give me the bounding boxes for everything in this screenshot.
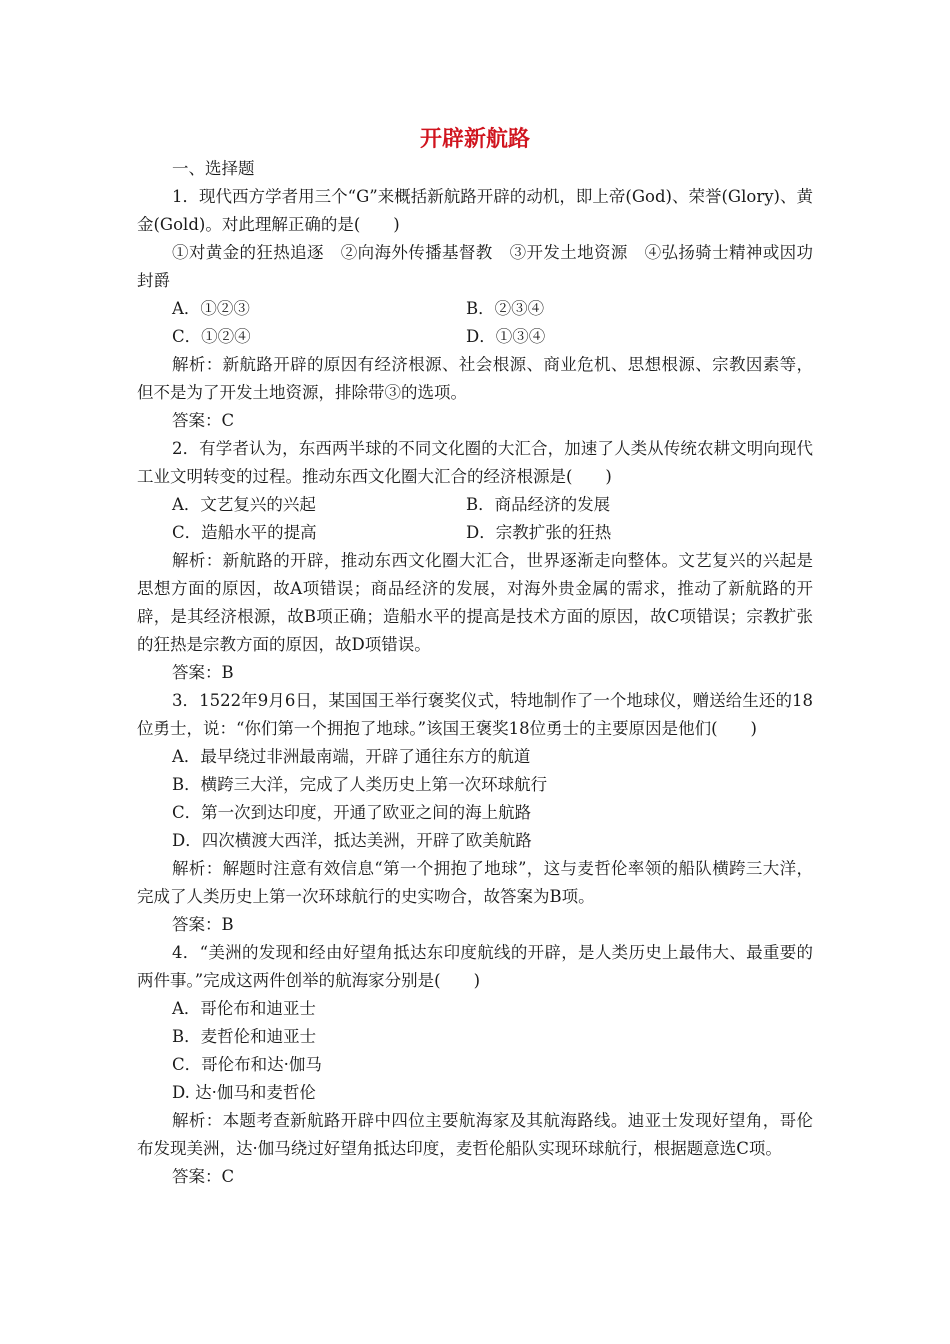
option-d: D．宗教扩张的狂热 <box>466 523 612 542</box>
options-row <box>137 491 813 519</box>
analysis: 解析：本题考查新航路开辟中四位主要航海家及其航海路线。迪亚士发现好望角，哥伦布发现美洲，达·伽马绕过好望角抵达印度，麦哲伦船队实现环球航行，根据题意选C项。 <box>137 1111 813 1158</box>
question-4 <box>137 939 813 1191</box>
options-row <box>137 519 813 547</box>
option-c: C．①②④ <box>172 327 251 346</box>
options-row <box>137 295 813 323</box>
question-3 <box>137 687 813 939</box>
section-heading: 一、选择题 <box>172 159 255 178</box>
option-a: A．哥伦布和迪亚士 <box>172 999 316 1018</box>
question-items: ①对黄金的狂热追逐 ②向海外传播基督教 ③开发土地资源 ④弘扬骑士精神或因功封爵 <box>137 243 813 290</box>
question-stem: 3．1522年9月6日，某国国王举行褒奖仪式，特地制作了一个地球仪，赠送给生还的18位勇士，说：“你们第一个拥抱了地球。”该国王褒奖18位勇士的主要原因是他们( ) <box>137 691 813 738</box>
option-d: D. 达·伽马和麦哲伦 <box>172 1083 316 1102</box>
options-row <box>137 323 813 351</box>
question-1 <box>137 183 813 435</box>
answer: 答案：B <box>172 663 234 682</box>
answer: 答案：C <box>172 1167 235 1186</box>
option-c: C．造船水平的提高 <box>172 523 317 542</box>
option-c: C．第一次到达印度，开通了欧亚之间的海上航路 <box>172 803 532 822</box>
analysis: 解析：解题时注意有效信息“第一个拥抱了地球”，这与麦哲伦率领的船队横跨三大洋，完成了人类历史上第一次环球航行的史实吻合，故答案为B项。 <box>137 859 813 906</box>
question-stem: 4．“美洲的发现和经由好望角抵达东印度航线的开辟，是人类历史上最伟大、最重要的两件事。”完成这两件创举的航海家分别是( ) <box>137 943 813 990</box>
answer: 答案：C <box>172 411 235 430</box>
question-stem: 2．有学者认为，东西两半球的不同文化圈的大汇合，加速了人类从传统农耕文明向现代工业文明转变的过程。推动东西文化圈大汇合的经济根源是( ) <box>137 439 813 486</box>
option-d: D．四次横渡大西洋，抵达美洲，开辟了欧美航路 <box>172 831 532 850</box>
analysis: 解析：新航路开辟的原因有经济根源、社会根源、商业危机、思想根源、宗教因素等，但不是为了开发土地资源，排除带③的选项。 <box>137 355 813 402</box>
option-a: A．文艺复兴的兴起 <box>172 495 316 514</box>
option-c: C．哥伦布和达·伽马 <box>172 1055 322 1074</box>
option-d: D．①③④ <box>466 327 546 346</box>
question-stem: 1．现代西方学者用三个“G”来概括新航路开辟的动机，即上帝(God)、荣誉(Glory)、黄金(Gold)。对此理解正确的是( ) <box>137 187 813 234</box>
option-b: B．商品经济的发展 <box>466 495 611 514</box>
option-b: B．②③④ <box>466 299 545 318</box>
page-title: 开辟新航路 <box>419 127 530 152</box>
option-a: A．最早绕过非洲最南端，开辟了通往东方的航道 <box>172 747 531 766</box>
document-body <box>137 155 813 1191</box>
option-a: A．①②③ <box>172 299 250 318</box>
option-b: B．麦哲伦和迪亚士 <box>172 1027 317 1046</box>
answer: 答案：B <box>172 915 234 934</box>
option-b: B．横跨三大洋，完成了人类历史上第一次环球航行 <box>172 775 548 794</box>
analysis: 解析：新航路的开辟，推动东西文化圈大汇合，世界逐渐走向整体。文艺复兴的兴起是思想方面的原因，故A项错误；商品经济的发展，对海外贵金属的需求，推动了新航路的开辟，是其经济根源，故B项正确；造船水平的提高是技术方面的原因，故C项错误；宗教扩张的狂热是宗教方面的原因，故D项错误。 <box>137 551 813 654</box>
question-2 <box>137 435 813 687</box>
